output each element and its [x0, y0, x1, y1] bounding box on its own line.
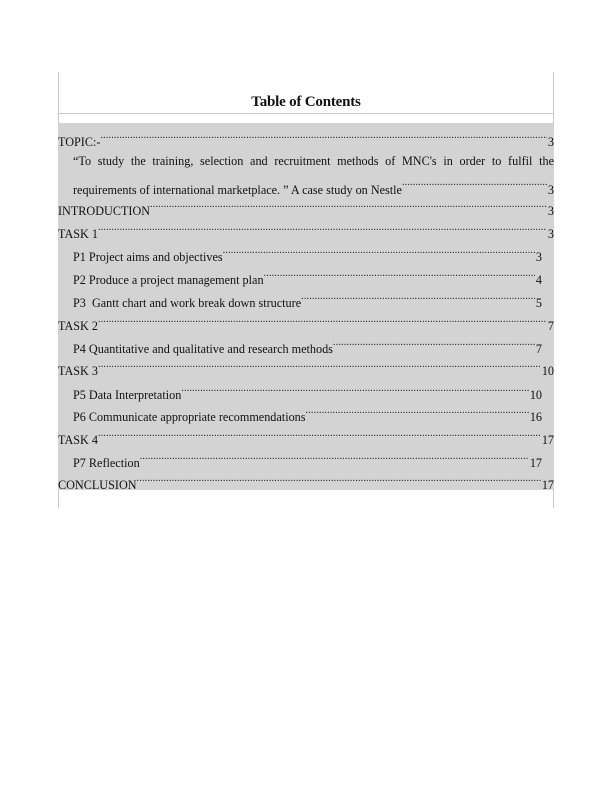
toc-entry-task-3[interactable] — [58, 355, 554, 378]
toc-entry-page: 3 — [547, 183, 554, 197]
toc-entry-page: 3 — [547, 227, 554, 241]
toc-leader-dots — [137, 469, 541, 489]
toc-quote-line-1: “To study the training, selection and recruitment methods of MNC's in order to fulfil the — [73, 154, 554, 168]
toc-entry-p1[interactable] — [58, 241, 554, 264]
toc-leader-dots — [306, 401, 529, 421]
toc-leader-dots — [98, 310, 547, 330]
toc-entry-label: P7 Reflection — [73, 456, 140, 470]
frame-top-line — [58, 113, 554, 114]
toc-entry-label: P6 Communicate appropriate recommendations — [73, 410, 306, 424]
toc-entry-label: P4 Quantitative and qualitative and research methods — [73, 342, 333, 356]
toc-entry-label: P1 Project aims and objectives — [73, 250, 223, 264]
toc-leader-dots — [98, 424, 541, 444]
toc-entry-topic[interactable] — [58, 126, 554, 149]
toc-entry-label: P5 Data Interpretation — [73, 388, 182, 402]
toc-entry-p2[interactable] — [58, 264, 554, 287]
toc-entry-page: 7 — [535, 342, 542, 356]
toc-leader-dots — [402, 172, 548, 194]
toc-entry-label: TASK 1 — [58, 227, 98, 241]
toc-entry-p5[interactable] — [58, 379, 554, 402]
toc-leader-dots — [100, 126, 546, 146]
toc-entry-page: 17 — [541, 478, 554, 492]
toc-leader-dots — [333, 333, 535, 353]
toc-entry-page: 3 — [547, 204, 554, 218]
toc-leader-dots — [181, 379, 529, 399]
toc-leader-dots — [140, 447, 529, 467]
toc-leader-dots — [223, 241, 535, 261]
toc-entry-page: 17 — [529, 456, 542, 470]
toc-entry-page: 16 — [529, 410, 542, 424]
toc-entry-task-2[interactable] — [58, 310, 554, 333]
toc-entry-task-4[interactable] — [58, 424, 554, 447]
toc-entry-page: 10 — [529, 388, 542, 402]
toc-entry-page: 10 — [541, 364, 554, 378]
toc-entry-label: P3 Gantt chart and work break down structure — [73, 296, 302, 310]
toc-entry-label: TASK 4 — [58, 433, 98, 447]
toc-entry-p3[interactable] — [58, 287, 554, 310]
toc-leader-dots — [98, 218, 547, 238]
toc-quote-line-2: requirements of international marketplace. ” A case study on Nestle — [73, 183, 402, 197]
toc-entry-label: TASK 3 — [58, 364, 98, 378]
toc-entry-page: 3 — [547, 135, 554, 149]
toc-entry-page: 3 — [535, 250, 542, 264]
toc-entry-label: TASK 2 — [58, 319, 98, 333]
toc-entry-label: TOPIC:- — [58, 135, 101, 149]
toc-entry-label: P2 Produce a project management plan — [73, 273, 264, 287]
toc-entry-page: 7 — [547, 319, 554, 333]
toc-entry-conclusion[interactable] — [58, 469, 554, 492]
toc-leader-dots — [264, 264, 535, 284]
toc-entry-page: 5 — [535, 296, 542, 310]
toc-entry-p4[interactable] — [58, 333, 554, 356]
toc-entry-page: 17 — [541, 433, 554, 447]
toc-entry-introduction[interactable] — [58, 195, 554, 218]
toc-leader-dots — [301, 287, 535, 307]
toc-title: Table of Contents — [251, 94, 361, 110]
toc-entry-task-1[interactable] — [58, 218, 554, 241]
toc-leader-dots — [150, 195, 547, 215]
toc-entry-label: INTRODUCTION — [58, 204, 151, 218]
toc-entry-p7[interactable] — [58, 447, 554, 470]
toc-entry-label: CONCLUSION — [58, 478, 137, 492]
toc-entry-page: 4 — [535, 273, 542, 287]
toc-entry-p6[interactable] — [58, 401, 554, 424]
toc-leader-dots — [98, 355, 541, 375]
toc-entry-topic-quote[interactable] — [73, 150, 554, 197]
